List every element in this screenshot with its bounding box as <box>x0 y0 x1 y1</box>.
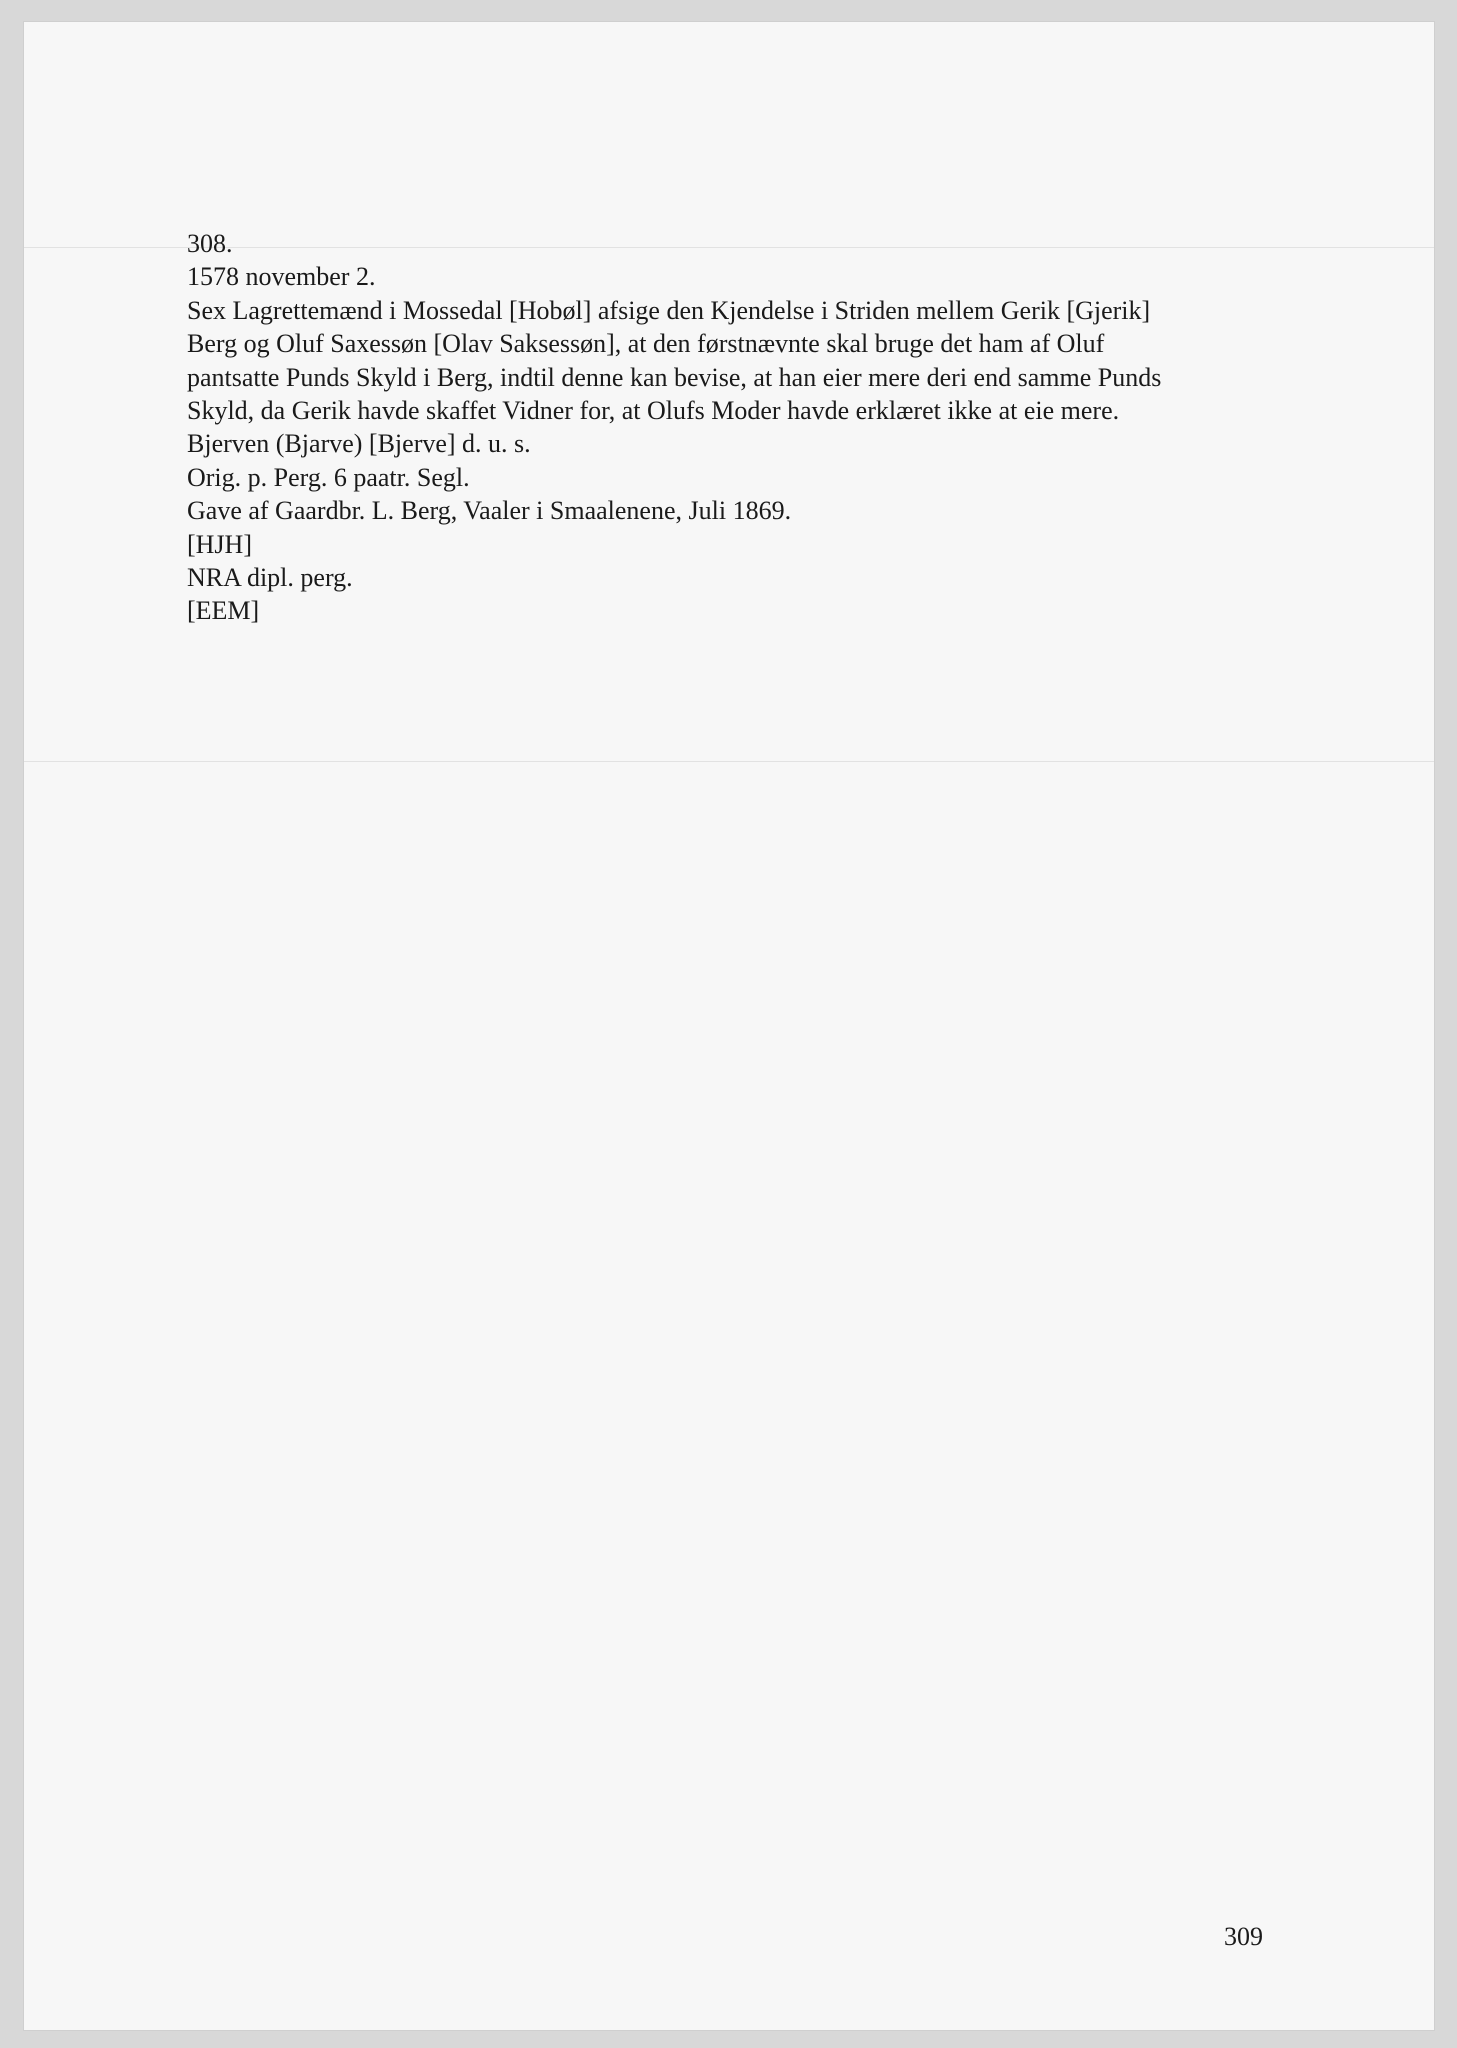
archive-reference: NRA dipl. perg. <box>187 563 353 593</box>
entry-date: 1578 november 2. <box>187 262 376 292</box>
place-and-date: Bjerven (Bjarve) [Bjerve] d. u. s. <box>187 429 531 459</box>
scan-artifact-line <box>24 761 1434 762</box>
page-number: 309 <box>1224 1922 1263 1951</box>
summary-line: Berg og Oluf Saxessøn [Olav Saksessøn], at den førstnævnte skal bruge det ham af Oluf <box>187 329 1105 359</box>
summary-line: pantsatte Punds Skyld i Berg, indtil denne kan bevise, at han eier mere deri end samme Punds <box>187 362 1162 392</box>
provenance: Gave af Gaardbr. L. Berg, Vaaler i Smaalenene, Juli 1869. <box>187 496 792 526</box>
document-page <box>24 22 1434 2030</box>
original-description: Orig. p. Perg. 6 paatr. Segl. <box>187 462 470 492</box>
entry-number: 308. <box>187 229 233 258</box>
document-body <box>187 227 1307 628</box>
summary-line: Sex Lagrettemænd i Mossedal [Hobøl] afsige den Kjendelse i Striden mellem Gerik [Gjerik] <box>187 295 1151 325</box>
editor-initials: [EEM] <box>187 596 260 626</box>
editor-initials: [HJH] <box>187 529 252 559</box>
summary-line: Skyld, da Gerik havde skaffet Vidner for, at Olufs Moder havde erklæret ikke at eie mere. <box>187 396 1120 426</box>
